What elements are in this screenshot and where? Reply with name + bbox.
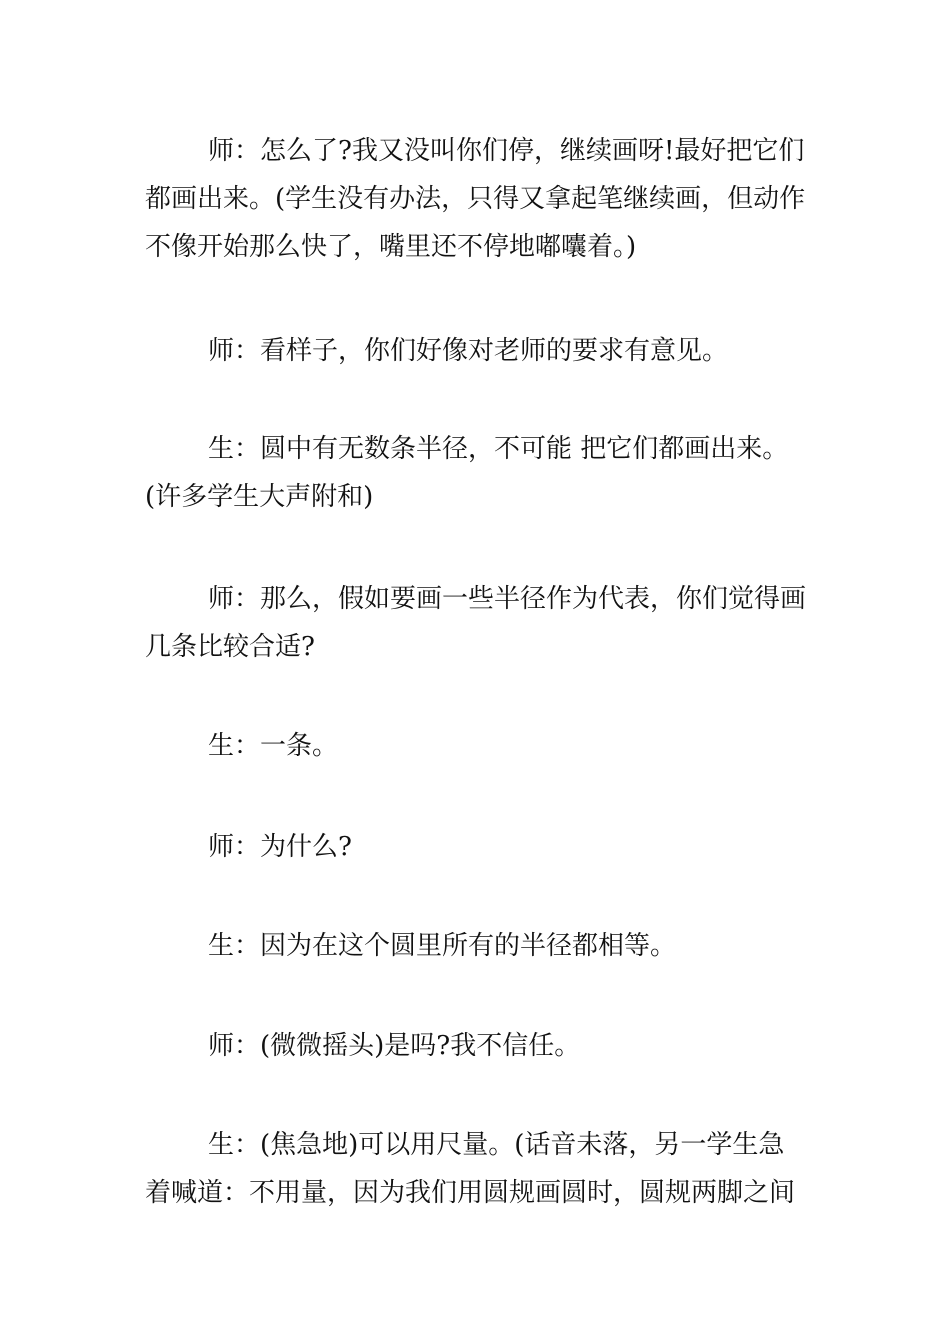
paragraph-student-equal-radii	[145, 922, 807, 970]
text-line: 都画出来。(学生没有办法，只得又拿起笔继续画，但动作	[145, 184, 806, 214]
paragraph-teacher-doubt	[145, 1022, 807, 1070]
text-line: 生：因为在这个圆里所有的半径都相等。	[208, 931, 677, 961]
paragraph-teacher-how-many	[145, 575, 807, 671]
text-line: 生：圆中有无数条半径，不可能 把它们都画出来。	[208, 434, 789, 464]
text-line: 不像开始那么快了，嘴里还不停地嘟囔着。)	[145, 232, 637, 262]
text-line: 几条比较合适?	[145, 632, 315, 662]
text-line: (许多学生大声附和)	[145, 482, 374, 512]
paragraph-teacher-opinion	[145, 327, 807, 375]
paragraph-student-infinite-radii	[145, 425, 807, 521]
text-line: 师：(微微摇头)是吗?我不信任。	[208, 1031, 581, 1061]
text-line: 师：为什么?	[208, 832, 352, 862]
text-line: 师：那么，假如要画一些半径作为代表，你们觉得画	[208, 584, 807, 614]
paragraph-teacher-continue-drawing	[145, 127, 807, 271]
paragraph-student-measure	[145, 1121, 807, 1217]
text-line: 师：看样子，你们好像对老师的要求有意见。	[208, 336, 729, 366]
text-line: 生：一条。	[208, 731, 339, 761]
paragraph-teacher-why	[145, 823, 807, 871]
text-line: 生：(焦急地)可以用尺量。(话音未落，另一学生急	[208, 1130, 785, 1160]
paragraph-student-one	[145, 722, 807, 770]
text-line: 着喊道：不用量，因为我们用圆规画圆时，圆规两脚之间	[145, 1178, 796, 1208]
text-line: 师：怎么了?我又没叫你们停，继续画呀!最好把它们	[208, 136, 805, 166]
